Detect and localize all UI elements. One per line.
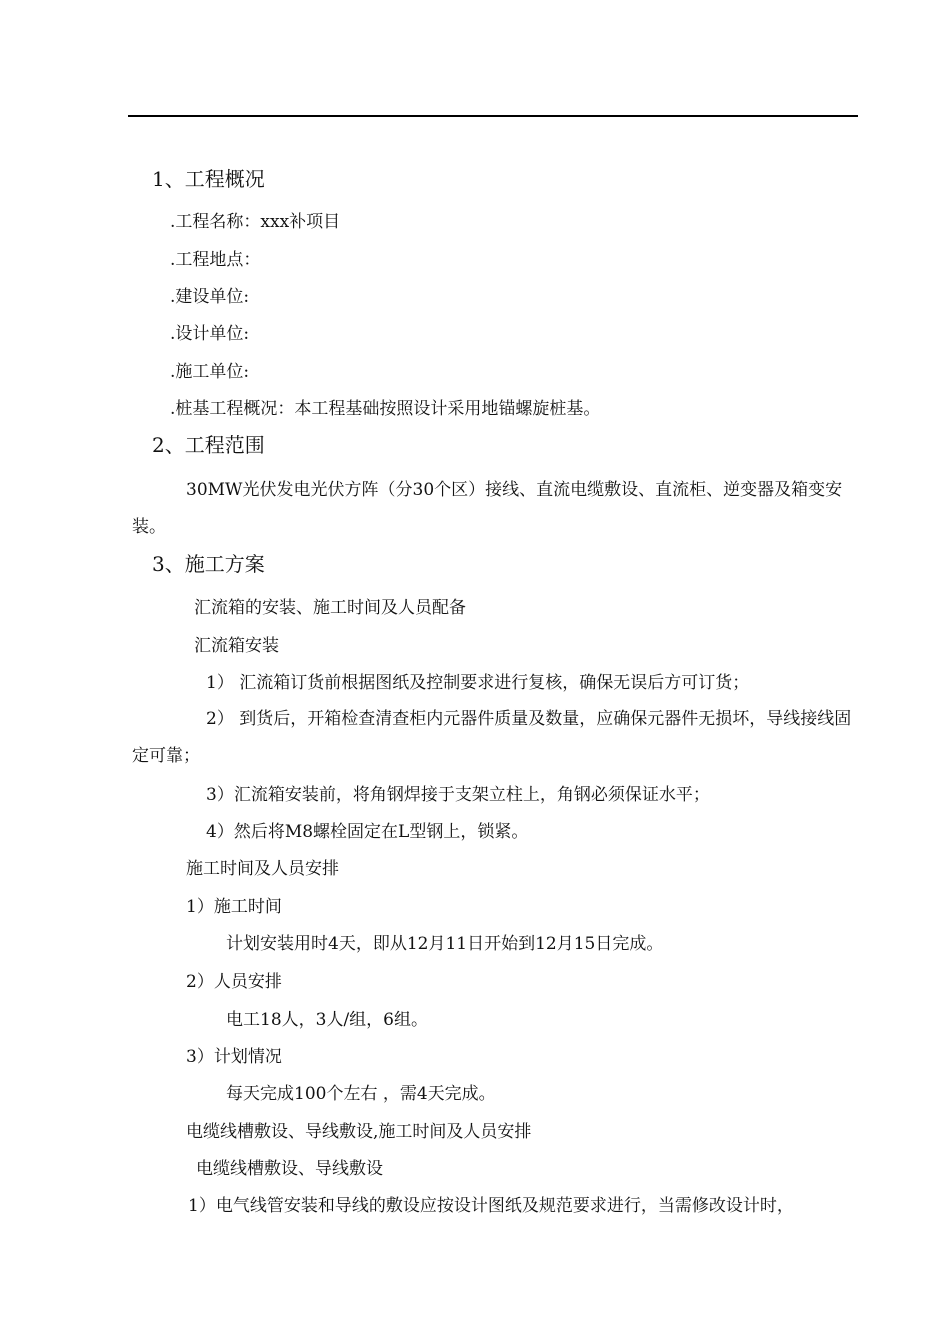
install-step-3: 3）汇流箱安装前，将角钢焊接于支架立柱上，角钢必须保证水平； bbox=[206, 785, 710, 805]
cable-laying-subheading: 电缆线槽敷设、导线敷设 bbox=[196, 1159, 383, 1179]
cable-subheading: 电缆线槽敷设、导线敷设,施工时间及人员安排 bbox=[186, 1122, 532, 1142]
construction-unit: .施工单位: bbox=[170, 362, 250, 382]
combiner-box-subheading: 汇流箱的安装、施工时间及人员配备 bbox=[194, 598, 466, 618]
install-step-1: 1） 汇流箱订货前根据图纸及控制要求进行复核，确保无误后方可订货； bbox=[206, 673, 750, 693]
staff-label: 2）人员安排 bbox=[186, 972, 282, 992]
plan-label: 3）计划情况 bbox=[186, 1047, 282, 1067]
section-1-heading: 1、工程概况 bbox=[152, 167, 265, 191]
plan-text: 每天完成100个左右 ，需4天完成。 bbox=[226, 1084, 496, 1104]
time-text: 计划安装用时4天，即从12月11日开始到12月15日完成。 bbox=[226, 934, 664, 954]
header-rule bbox=[128, 115, 858, 117]
staff-text: 电工18人，3人/组，6组。 bbox=[226, 1010, 428, 1030]
pile-foundation-overview: .桩基工程概况：本工程基础按照设计采用地锚螺旋桩基。 bbox=[170, 399, 601, 419]
schedule-subheading: 施工时间及人员安排 bbox=[186, 859, 339, 879]
design-unit: .设计单位: bbox=[170, 324, 250, 344]
section-3-heading: 3、施工方案 bbox=[152, 552, 265, 576]
project-location: .工程地点： bbox=[170, 250, 261, 270]
section-2-heading: 2、工程范围 bbox=[152, 433, 265, 457]
install-step-4: 4）然后将M8螺栓固定在L型钢上，锁紧。 bbox=[206, 822, 529, 842]
install-step-2: 2） 到货后，开箱检查清查柜内元器件质量及数量，应确保元器件无损坏，导线接线固定可靠； bbox=[132, 709, 852, 766]
project-name: .工程名称：xxx补项目 bbox=[170, 212, 341, 232]
combiner-install-subheading: 汇流箱安装 bbox=[194, 636, 279, 656]
construction-owner: .建设单位: bbox=[170, 287, 250, 307]
time-label: 1）施工时间 bbox=[186, 897, 282, 917]
scope-paragraph: 30MW光伏发电光伏方阵（分30个区）接线、直流电缆敷设、直流柜、逆变器及箱变安装。 bbox=[132, 480, 843, 537]
cable-step-1: 1）电气线管安装和导线的敷设应按设计图纸及规范要求进行，当需修改设计时， bbox=[188, 1196, 794, 1216]
